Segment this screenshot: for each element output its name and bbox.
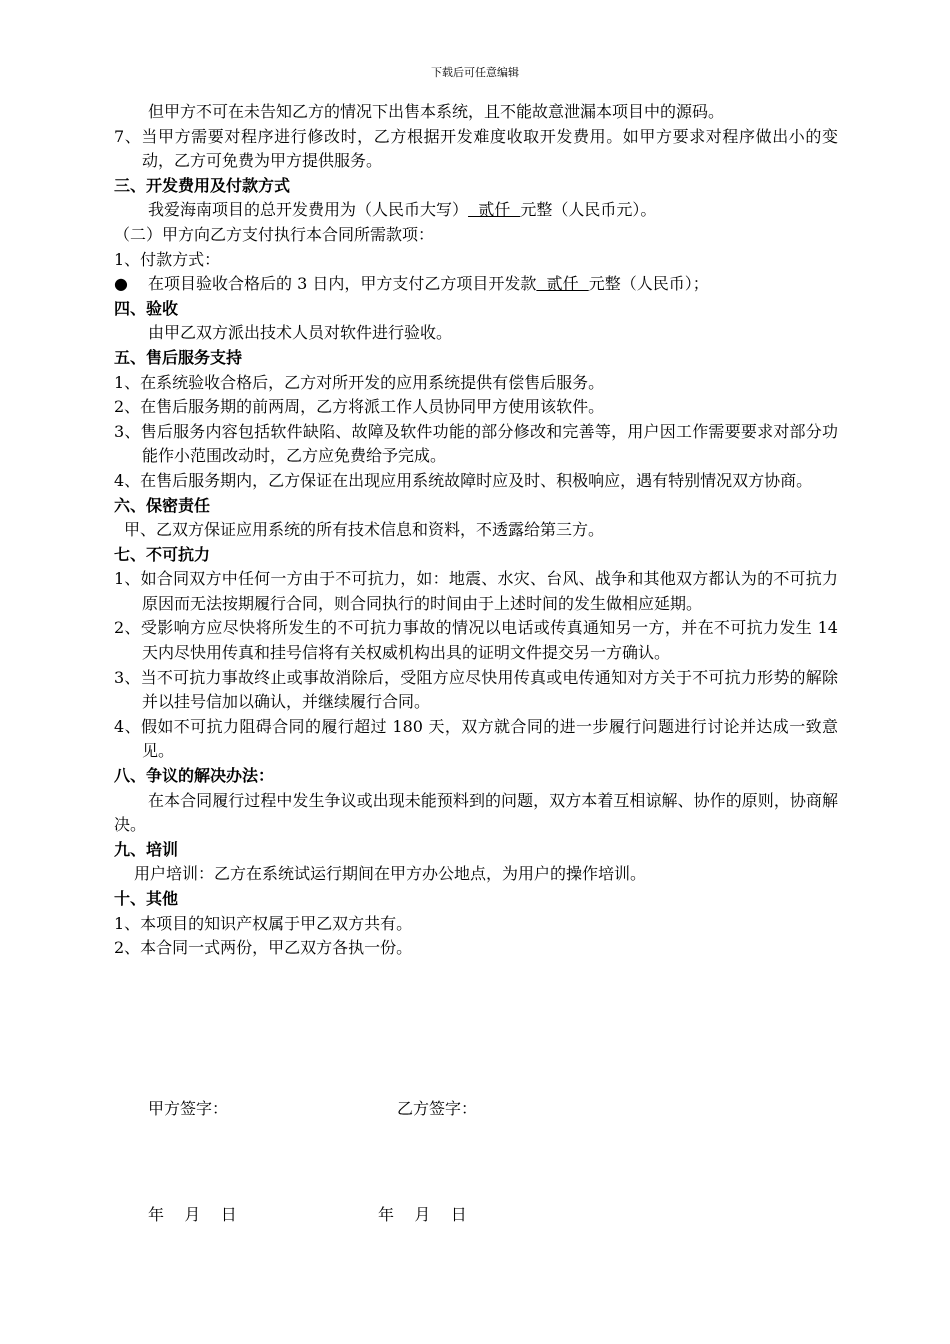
section-heading-4: 四、验收 [114,298,179,318]
contract-body [114,100,838,961]
total-fee-line [114,198,838,223]
acceptance-text: 由甲乙双方派出技术人员对软件进行验收。 [148,323,453,343]
payment-text: 在项目验收合格后的 3 日内，甲方支付乙方项目开发款 [148,274,537,294]
section-heading-5: 五、售后服务支持 [114,347,243,367]
section-heading-10: 十、其他 [114,889,179,908]
party-b-date: 年 月 日 [378,1205,467,1224]
total-fee-amount: 贰仟 [468,200,521,220]
party-a-signature-label: 甲方签字： [148,1099,229,1118]
force-majeure-clause-2: 2、受影响方应尽快将所发生的不可抗力事故的情况以电话或传真通知另一方，并在不可抗力发生 14 天内尽快用传真和挂号信将有关权威机构出具的证明文件提交另一方确认。 [114,618,838,663]
party-b-signature-label: 乙方签字： [397,1099,478,1118]
force-majeure-clause-1: 1、如合同双方中任何一方由于不可抗力，如：地震、水灾、台风、战争和其他双方都认为的不可抗力原因而无法按期履行合同，则合同执行的时间由于上述时间的发生做相应延期。 [114,569,838,613]
force-majeure-clause-3: 3、当不可抗力事故终止或事故消除后，受阻方应尽快用传真或电传通知对方关于不可抗力形势的解除并以挂号信加以确认，并继续履行合同。 [114,667,838,712]
section-heading-9: 九、培训 [114,839,179,859]
training-text: 用户培训：乙方在系统试运行期间在甲方办公地点，为用户的操作培训。 [134,864,647,884]
page-header: 下载后可任意编辑 [431,66,519,79]
payment-bullet-line [114,272,838,297]
payment-amount: 贰仟 [536,274,589,294]
aftersale-clause-3: 3、售后服务内容包括软件缺陷、故障及软件功能的部分修改和完善等，用户因工作需要要求对部分功能作小范围改动时，乙方应免费给予完成。 [114,421,838,466]
bullet-icon: ● [114,274,128,294]
clause-paragraph: 但甲方不可在未告知乙方的情况下出售本系统，且不能故意泄漏本项目中的源码。 [148,102,725,121]
payment-method: 1、付款方式： [114,249,221,269]
aftersale-clause-1: 1、在系统验收合格后，乙方对所开发的应用系统提供有偿售后服务。 [114,372,605,392]
total-fee-unit: 元整（人民币元）。 [520,200,657,220]
section-heading-8: 八、争议的解决办法： [114,766,275,786]
total-fee-text: 我爱海南项目的总开发费用为（人民币大写） [148,200,469,220]
section-heading-6: 六、保密责任 [114,495,211,515]
aftersale-clause-4: 4、在售后服务期内，乙方保证在出现应用系统故障时应及时、积极响应，遇有特别情况双方协商。 [114,470,813,490]
force-majeure-clause-4: 4、假如不可抗力阻碍合同的履行超过 180 天，双方就合同的进一步履行问题进行讨论并达成一致意见。 [114,716,838,761]
confidentiality-text: 甲、乙双方保证应用系统的所有技术信息和资料，不透露给第三方。 [124,520,605,540]
party-a-date: 年 月 日 [148,1205,237,1224]
other-clause-2: 2、本合同一式两份，甲乙双方各执一份。 [114,938,413,958]
section-heading-7: 七、不可抗力 [114,544,211,564]
payment-subsection: （二）甲方向乙方支付执行本合同所需款项： [114,224,435,244]
aftersale-clause-2: 2、在售后服务期的前两周，乙方将派工作人员协同甲方使用该软件。 [114,397,605,417]
section-heading-3: 三、开发费用及付款方式 [114,175,291,195]
other-clause-1: 1、本项目的知识产权属于甲乙双方共有。 [114,913,413,933]
clause-7: 7、当甲方需要对程序进行修改时，乙方根据开发难度收取开发费用。如甲方要求对程序做出小的变动，乙方可免费为甲方提供服务。 [114,126,838,171]
payment-unit: 元整（人民币）； [588,274,709,294]
dispute-text: 在本合同履行过程中发生争议或出现未能预料到的问题，双方本着互相谅解、协作的原则，协商解决。 [114,790,838,835]
